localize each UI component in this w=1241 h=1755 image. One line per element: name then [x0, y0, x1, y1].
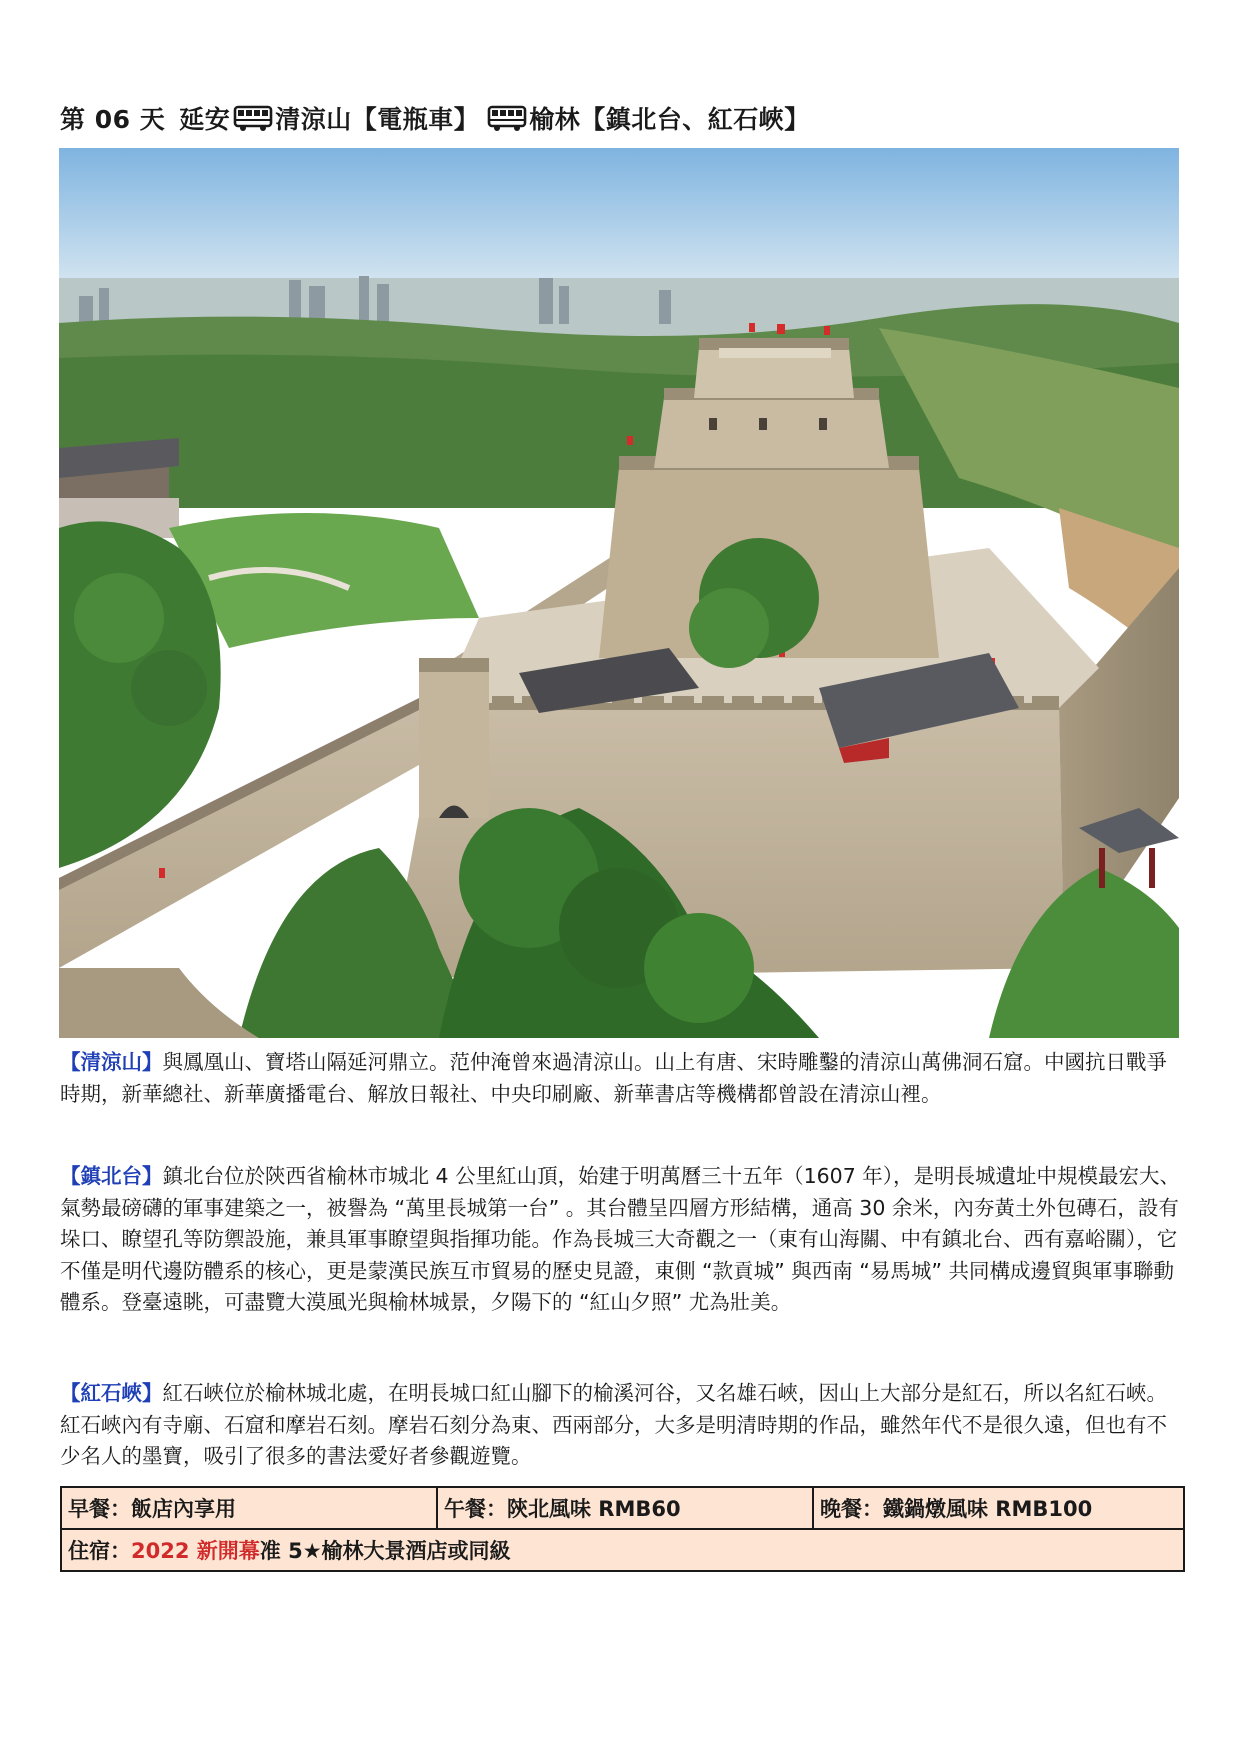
day-title — [60, 98, 810, 138]
day-number: 第 06 天 — [60, 105, 166, 134]
hotel-row — [61, 1529, 1184, 1571]
origin-city: 延安 — [179, 105, 231, 134]
hotel-cell — [61, 1529, 1184, 1571]
paragraph-tag: 【紅石峽】 — [60, 1381, 163, 1405]
paragraph-qingliangshan — [60, 1047, 1185, 1110]
dinner-cell: 晚餐：鐵鍋燉風味 RMB100 — [813, 1487, 1184, 1529]
hotel-name: 准 5★榆林大景酒店或同級 — [259, 1539, 511, 1563]
paragraph-text: 紅石峽位於榆林城北處，在明長城口紅山腳下的榆溪河谷，又名雄石峽，因山上大部分是紅石，所以名紅石峽。紅石峽內有寺廟、石窟和摩岩石刻。摩岩石刻分為東、西兩部分，大多是明清時期的作品，雖然年代不是很久遠，但也有不少名人的墨寶，吸引了很多的書法愛好者參觀遊覽。 — [60, 1381, 1167, 1468]
lunch-cell: 午餐：陝北風味 RMB60 — [437, 1487, 813, 1529]
paragraph-tag: 【清涼山】 — [60, 1050, 163, 1074]
stop-qingliangshan: 清涼山【電瓶車】 — [275, 105, 480, 134]
paragraph-tag: 【鎮北台】 — [60, 1164, 163, 1188]
paragraph-text: 鎮北台位於陝西省榆林市城北 4 公里紅山頂，始建于明萬曆三十五年（1607 年），是明長城遺址中規模最宏大、氣勢最磅礴的軍事建築之一，被譽為 “萬里長城第一台” 。其台體呈四層方形結構，通高 30 余米，內夯黃土外包磚石，設有垛口、瞭望孔等防禦設施，兼具軍事瞭望與指揮功能。作為長城三大奇觀之一（東有山海關、中有鎮北台、西有嘉峪關），它不僅是明代邊防體系的核心，更是蒙漢民族互市貿易的歷史見證，東側 “款貢城” 與西南 “易馬城” 共同構成邊貿與軍事聯動體系。登臺遠眺，可盡覽大漠風光與榆林城景，夕陽下的 “紅山夕照” 尤為壯美。 — [60, 1164, 1181, 1314]
paragraph-hongshixia — [60, 1378, 1185, 1473]
hotel-highlight: 2022 新開幕 — [131, 1539, 260, 1563]
paragraph-zhenbeitai — [60, 1161, 1185, 1319]
breakfast-cell: 早餐：飯店內享用 — [61, 1487, 437, 1529]
stop-yulin: 榆林【鎮北台、紅石峽】 — [529, 105, 810, 134]
paragraph-text: 與鳳凰山、寶塔山隔延河鼎立。范仲淹曾來過清涼山。山上有唐、宋時雕鑿的清涼山萬佛洞石窟。中國抗日戰爭時期，新華總社、新華廣播電台、解放日報社、中央印刷廠、新華書店等機構都曾設在清涼山裡。 — [60, 1050, 1167, 1106]
hotel-label: 住宿： — [68, 1539, 131, 1563]
zhenbeitai-photo — [59, 148, 1179, 1038]
bus-icon — [233, 104, 273, 132]
bus-icon — [487, 104, 527, 132]
meal-hotel-table — [60, 1486, 1185, 1572]
meals-row — [61, 1487, 1184, 1529]
